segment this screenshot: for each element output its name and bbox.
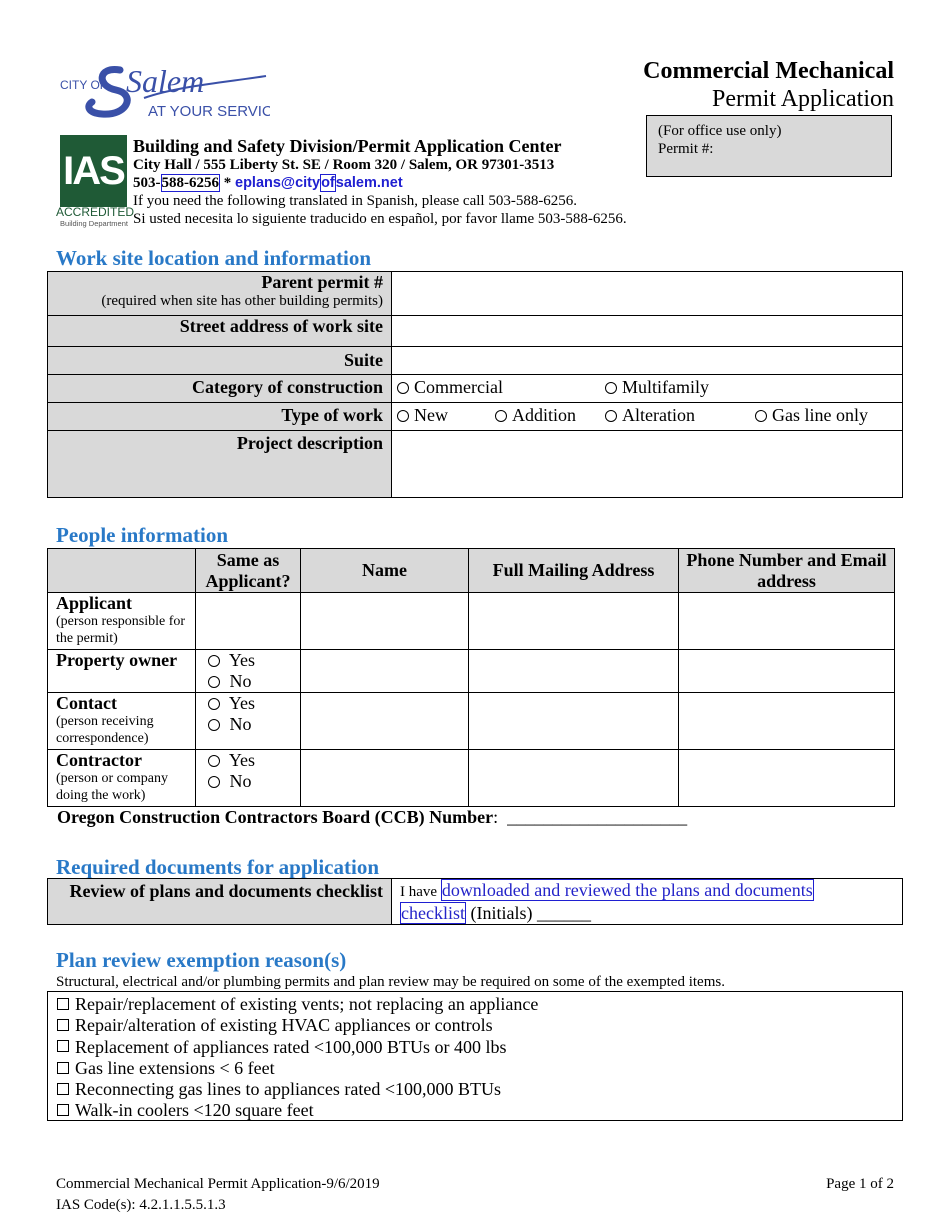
address-input[interactable] (469, 650, 679, 693)
phone-link[interactable]: 588-6256 (161, 175, 219, 191)
logo-city-text: CITY OF (60, 78, 108, 92)
radio-icon (397, 410, 409, 422)
checklist-link[interactable]: downloaded and reviewed the plans and documents (441, 880, 813, 900)
radio-icon (208, 676, 220, 688)
suite-input[interactable] (392, 347, 903, 375)
logo-tagline: AT YOUR SERVICE (148, 103, 270, 120)
name-input[interactable] (301, 593, 469, 650)
form-title: Commercial Mechanical (643, 58, 894, 84)
required-docs-heading: Required documents for application (56, 855, 379, 879)
ccb-label: Oregon Construction Contractors Board (CCB) Number (57, 807, 494, 827)
checkbox-icon (57, 998, 69, 1010)
col-phone-email: Phone Number and Email address (679, 549, 895, 593)
no-radio[interactable]: No (208, 714, 300, 735)
col-same-as-applicant: Same as Applicant? (196, 549, 301, 593)
ias-subtitle: Building Department (60, 219, 128, 228)
category-multifamily-radio[interactable]: Multifamily (605, 377, 709, 398)
type-new-radio[interactable]: New (397, 405, 448, 426)
phone-email-input[interactable] (679, 593, 895, 650)
radio-icon (397, 382, 409, 394)
phone-email-input[interactable] (679, 693, 895, 750)
role-cell: Contractor (person or company doing the work) (48, 750, 196, 807)
category-options (392, 375, 903, 403)
people-row-owner (48, 650, 895, 693)
address-input[interactable] (469, 593, 679, 650)
project-description-label: Project description (48, 431, 392, 498)
ias-logo: IAS (60, 135, 127, 207)
required-docs-table (47, 878, 903, 925)
parent-permit-input[interactable] (392, 272, 903, 316)
translation-english: If you need the following translated in Spanish, please call 503-588-6256. (133, 193, 578, 209)
exemption-item[interactable]: Walk-in coolers <120 square feet (48, 1100, 902, 1121)
ias-accredited (56, 205, 135, 228)
type-alteration-radio[interactable]: Alteration (605, 405, 695, 426)
type-addition-radio[interactable]: Addition (495, 405, 576, 426)
col-mailing-address: Full Mailing Address (469, 549, 679, 593)
category-commercial-radio[interactable]: Commercial (397, 377, 503, 398)
phone-email-input[interactable] (679, 650, 895, 693)
type-of-work-label: Type of work (48, 403, 392, 431)
street-address-input[interactable] (392, 316, 903, 347)
phone-separator: * (220, 175, 235, 191)
exemption-item[interactable]: Replacement of appliances rated <100,000 BTUs or 400 lbs (48, 1037, 902, 1058)
footer-page-number: Page 1 of 2 (826, 1176, 894, 1192)
checklist-cell (392, 879, 903, 925)
checkbox-icon (57, 1104, 69, 1116)
people-row-contact (48, 693, 895, 750)
footer-doc-name: Commercial Mechanical Permit Application-9/6/2019 (56, 1176, 380, 1192)
worksite-heading: Work site location and information (56, 246, 372, 270)
exemption-item[interactable]: Gas line extensions < 6 feet (48, 1058, 902, 1079)
radio-icon (208, 755, 220, 767)
type-gas-line-radio[interactable]: Gas line only (755, 405, 868, 426)
checkbox-icon (57, 1083, 69, 1095)
role-cell: Contact (person receiving correspondence) (48, 693, 196, 750)
phone-email-input[interactable] (679, 750, 895, 807)
suite-label: Suite (48, 347, 392, 375)
checkbox-icon (57, 1019, 69, 1031)
logo-salem-text: Salem (126, 63, 205, 99)
project-description-input[interactable] (392, 431, 903, 498)
phone-prefix: 503- (133, 175, 161, 191)
address-input[interactable] (469, 750, 679, 807)
role-cell: Applicant (person responsible for the permit) (48, 593, 196, 650)
worksite-table (47, 271, 903, 498)
exemption-item[interactable]: Repair/replacement of existing vents; not replacing an appliance (48, 994, 902, 1015)
division-address: City Hall / 555 Liberty St. SE / Room 320 / Salem, OR 97301-3513 (133, 157, 555, 173)
checkbox-icon (57, 1040, 69, 1052)
yes-radio[interactable]: Yes (208, 750, 300, 771)
parent-permit-label: Parent permit # (required when site has other building permits) (48, 272, 392, 316)
checklist-prefix: I have (400, 884, 441, 900)
name-input[interactable] (301, 750, 469, 807)
no-radio[interactable]: No (208, 671, 300, 692)
checklist-label: Review of plans and documents checklist (48, 879, 392, 925)
category-label: Category of construction (48, 375, 392, 403)
address-input[interactable] (469, 693, 679, 750)
contact-line (133, 175, 403, 192)
email-link[interactable]: eplans@cityofsalem.net (235, 175, 403, 191)
permit-number-label: Permit #: (658, 141, 714, 157)
name-input[interactable] (301, 650, 469, 693)
no-radio[interactable]: No (208, 771, 300, 792)
radio-icon (495, 410, 507, 422)
radio-icon (605, 410, 617, 422)
exemptions-heading: Plan review exemption reason(s) (56, 948, 347, 972)
checklist-link-continued[interactable]: checklist (401, 903, 465, 923)
footer-ias-code: IAS Code(s): 4.2.1.1.5.5.1.3 (56, 1197, 226, 1213)
same-as-cell (196, 593, 301, 650)
role-cell: Property owner (48, 650, 196, 693)
people-table (47, 548, 895, 807)
translation-spanish: Si usted necesita lo siguiente traducido en español, por favor llame 503-588-6256. (133, 211, 627, 227)
people-corner-cell (48, 549, 196, 593)
same-as-cell (196, 750, 301, 807)
people-heading: People information (56, 523, 229, 547)
office-use-label: (For office use only) (658, 123, 782, 139)
exemption-item[interactable]: Repair/alteration of existing HVAC appliances or controls (48, 1015, 902, 1036)
people-row-contractor (48, 750, 895, 807)
yes-radio[interactable]: Yes (208, 693, 300, 714)
same-as-cell (196, 693, 301, 750)
radio-icon (755, 410, 767, 422)
ccb-number-input[interactable]: : ____________________ (493, 807, 688, 827)
col-name: Name (301, 549, 469, 593)
radio-icon (208, 655, 220, 667)
yes-radio[interactable]: Yes (208, 650, 300, 671)
name-input[interactable] (301, 693, 469, 750)
division-name: Building and Safety Division/Permit Application Center (133, 136, 562, 156)
radio-icon (208, 776, 220, 788)
street-address-label: Street address of work site (48, 316, 392, 347)
exemptions-list (47, 991, 903, 1121)
exemptions-note: Structural, electrical and/or plumbing permits and plan review may be required on some of the exempted items. (56, 974, 725, 990)
people-row-applicant (48, 593, 895, 650)
initials-input[interactable]: (Initials) ______ (465, 903, 591, 923)
office-use-box (646, 115, 892, 177)
radio-icon (208, 698, 220, 710)
city-of-salem-logo (58, 56, 270, 124)
checkbox-icon (57, 1062, 69, 1074)
radio-icon (208, 719, 220, 731)
form-subtitle: Permit Application (712, 86, 894, 112)
exemption-item[interactable]: Reconnecting gas lines to appliances rated <100,000 BTUs (48, 1079, 902, 1100)
ccb-number-line (57, 807, 687, 828)
ias-accredited-text: ACCREDITED (56, 205, 135, 219)
type-of-work-options (392, 403, 903, 431)
radio-icon (605, 382, 617, 394)
same-as-cell (196, 650, 301, 693)
